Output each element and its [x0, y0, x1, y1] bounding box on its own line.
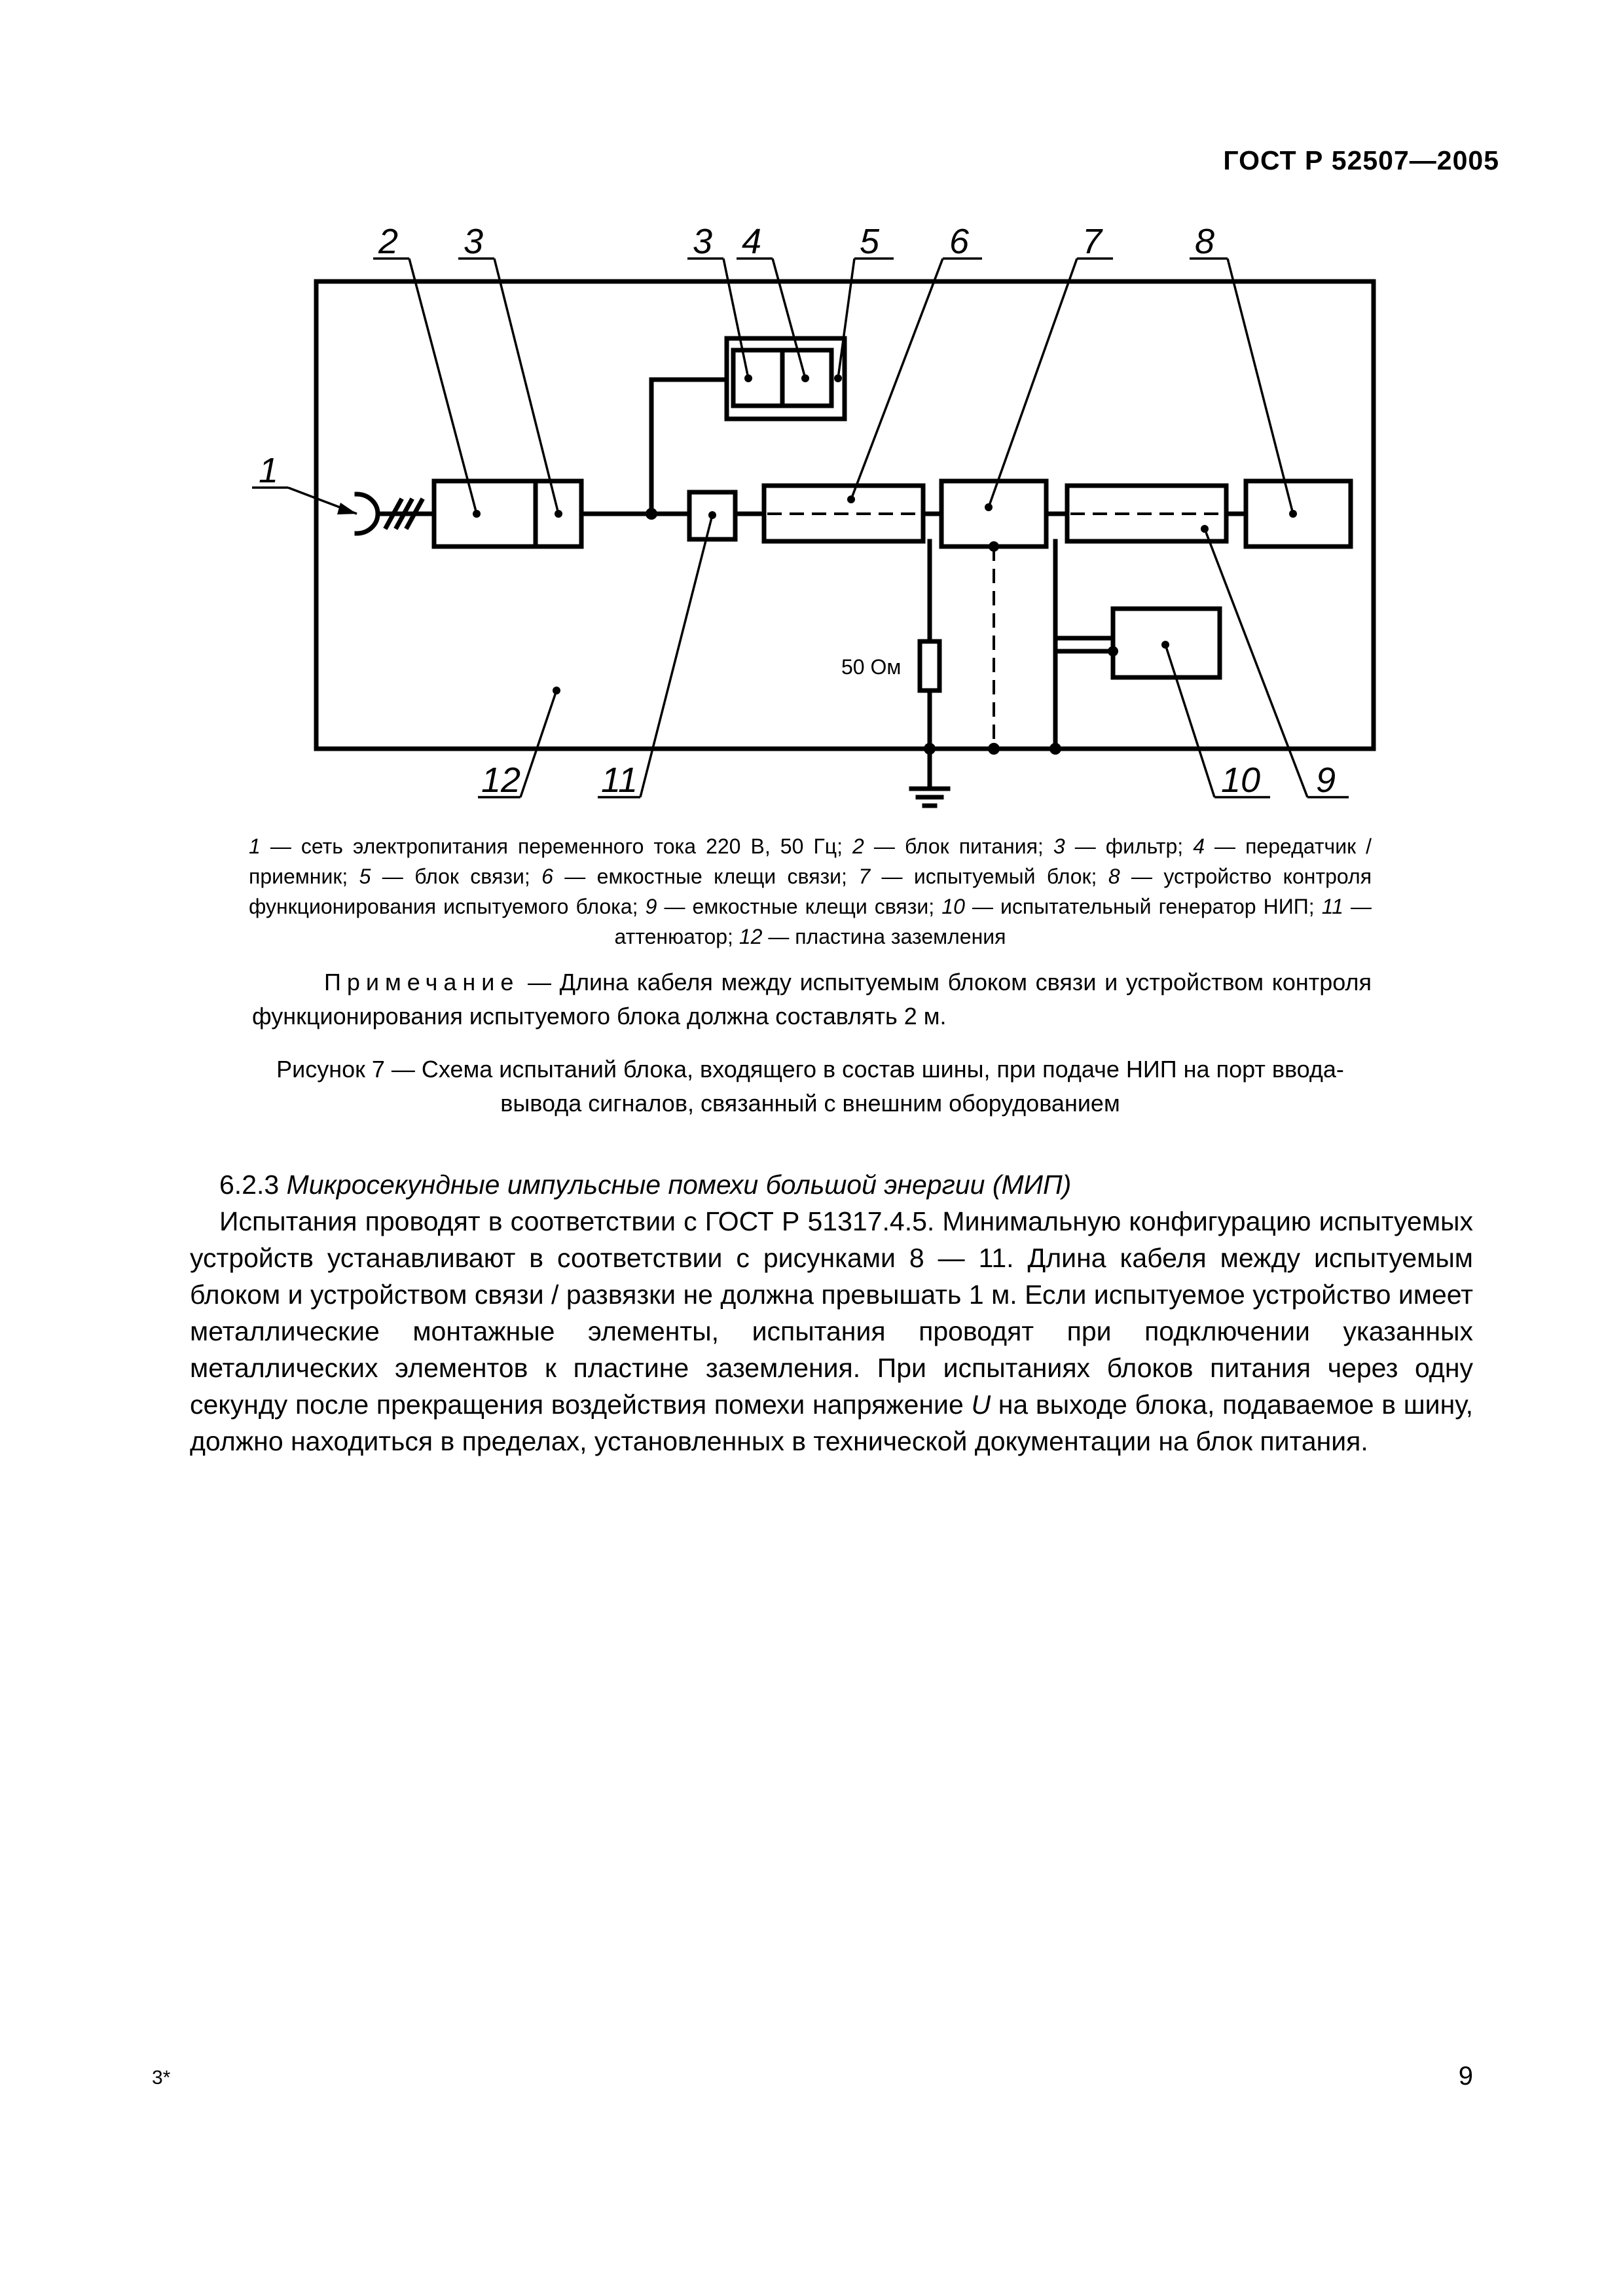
legend-item: 1 — сеть электропитания переменного тока 220 В, 50 Гц;	[249, 834, 853, 858]
legend-item: 3 — фильтр;	[1053, 834, 1194, 858]
legend-item: 9 — емкостные клещи связи;	[645, 895, 942, 918]
label-1: 1	[259, 451, 279, 490]
figure-legend	[249, 831, 1372, 952]
legend-item: 5 — блок связи;	[359, 865, 542, 888]
note-label: Примечание	[324, 969, 520, 996]
legend-item: 11 — аттенюатор;	[614, 895, 1372, 948]
label-5: 5	[860, 222, 880, 261]
label-12: 12	[481, 761, 521, 800]
label-11: 11	[601, 761, 638, 800]
label-3-top: 3	[693, 222, 713, 261]
legend-item: 8 — устройство контроля функционирования испытуемого блока;	[249, 865, 1372, 918]
label-6: 6	[949, 222, 970, 261]
figure-caption: Рисунок 7 — Схема испытаний блока, входящего в состав шины, при подаче НИП на порт ввода-вывода сигналов, связанный с внешним оборудованием	[276, 1056, 1344, 1117]
label-7: 7	[1082, 222, 1103, 261]
legend-item: 4 — передатчик / приемник;	[249, 834, 1372, 888]
monitor-block	[1246, 481, 1351, 547]
section-6-2-3	[190, 1166, 1473, 1460]
legend-item: 12 — пластина заземления	[739, 925, 1006, 948]
label-8: 8	[1195, 222, 1215, 261]
label-10: 10	[1221, 761, 1261, 800]
section-paragraph: Испытания проводят в соответствии с ГОСТ Р 51317.4.5. Минимальную конфигурацию испытуемых устройств устанавливают в соответствии с рисунками 8 — 11. Длина кабеля между испытуемым блоком и устройством связи / развязки не должна превышать 1 м. Если испытуемое устройство имеет металлические монтажные элементы, испытания проводят при подключении указанных металлических элементов к пластине заземления. При испытаниях блоков питания через одну секунду после прекращения воздействия помехи напряжение U на выходе блока, подаваемое в шину, должно находиться в пределах, установленных в технической документации на блок питания.	[190, 1206, 1473, 1456]
document-header: ГОСТ Р 52507—2005	[1223, 145, 1499, 175]
resistor-label: 50 Ом	[841, 655, 902, 679]
resistor-50-ohm	[920, 641, 939, 691]
label-9: 9	[1316, 761, 1336, 800]
label-3-filter: 3	[464, 222, 484, 261]
legend-item: 2 — блок питания;	[852, 834, 1053, 858]
page-number: 9	[1458, 2062, 1473, 2090]
legend-item: 10 — испытательный генератор НИП;	[941, 895, 1322, 918]
section-heading: 6.2.3 Микросекундные импульсные помехи большой энергии (МИП)	[219, 1170, 1072, 1200]
label-4: 4	[742, 222, 762, 261]
note-text: — Длина кабеля между испытуемым блоком связи и устройством контроля функционирования испытуемого блока должна составлять 2 м.	[252, 969, 1372, 1030]
figure-note	[252, 965, 1372, 1033]
legend-item: 7 — испытуемый блок;	[858, 865, 1108, 888]
sheet-mark: 3*	[152, 2067, 171, 2089]
test-circuit-diagram	[0, 0, 1623, 825]
legend-item: 6 — емкостные клещи связи;	[541, 865, 859, 888]
label-2: 2	[378, 222, 399, 261]
